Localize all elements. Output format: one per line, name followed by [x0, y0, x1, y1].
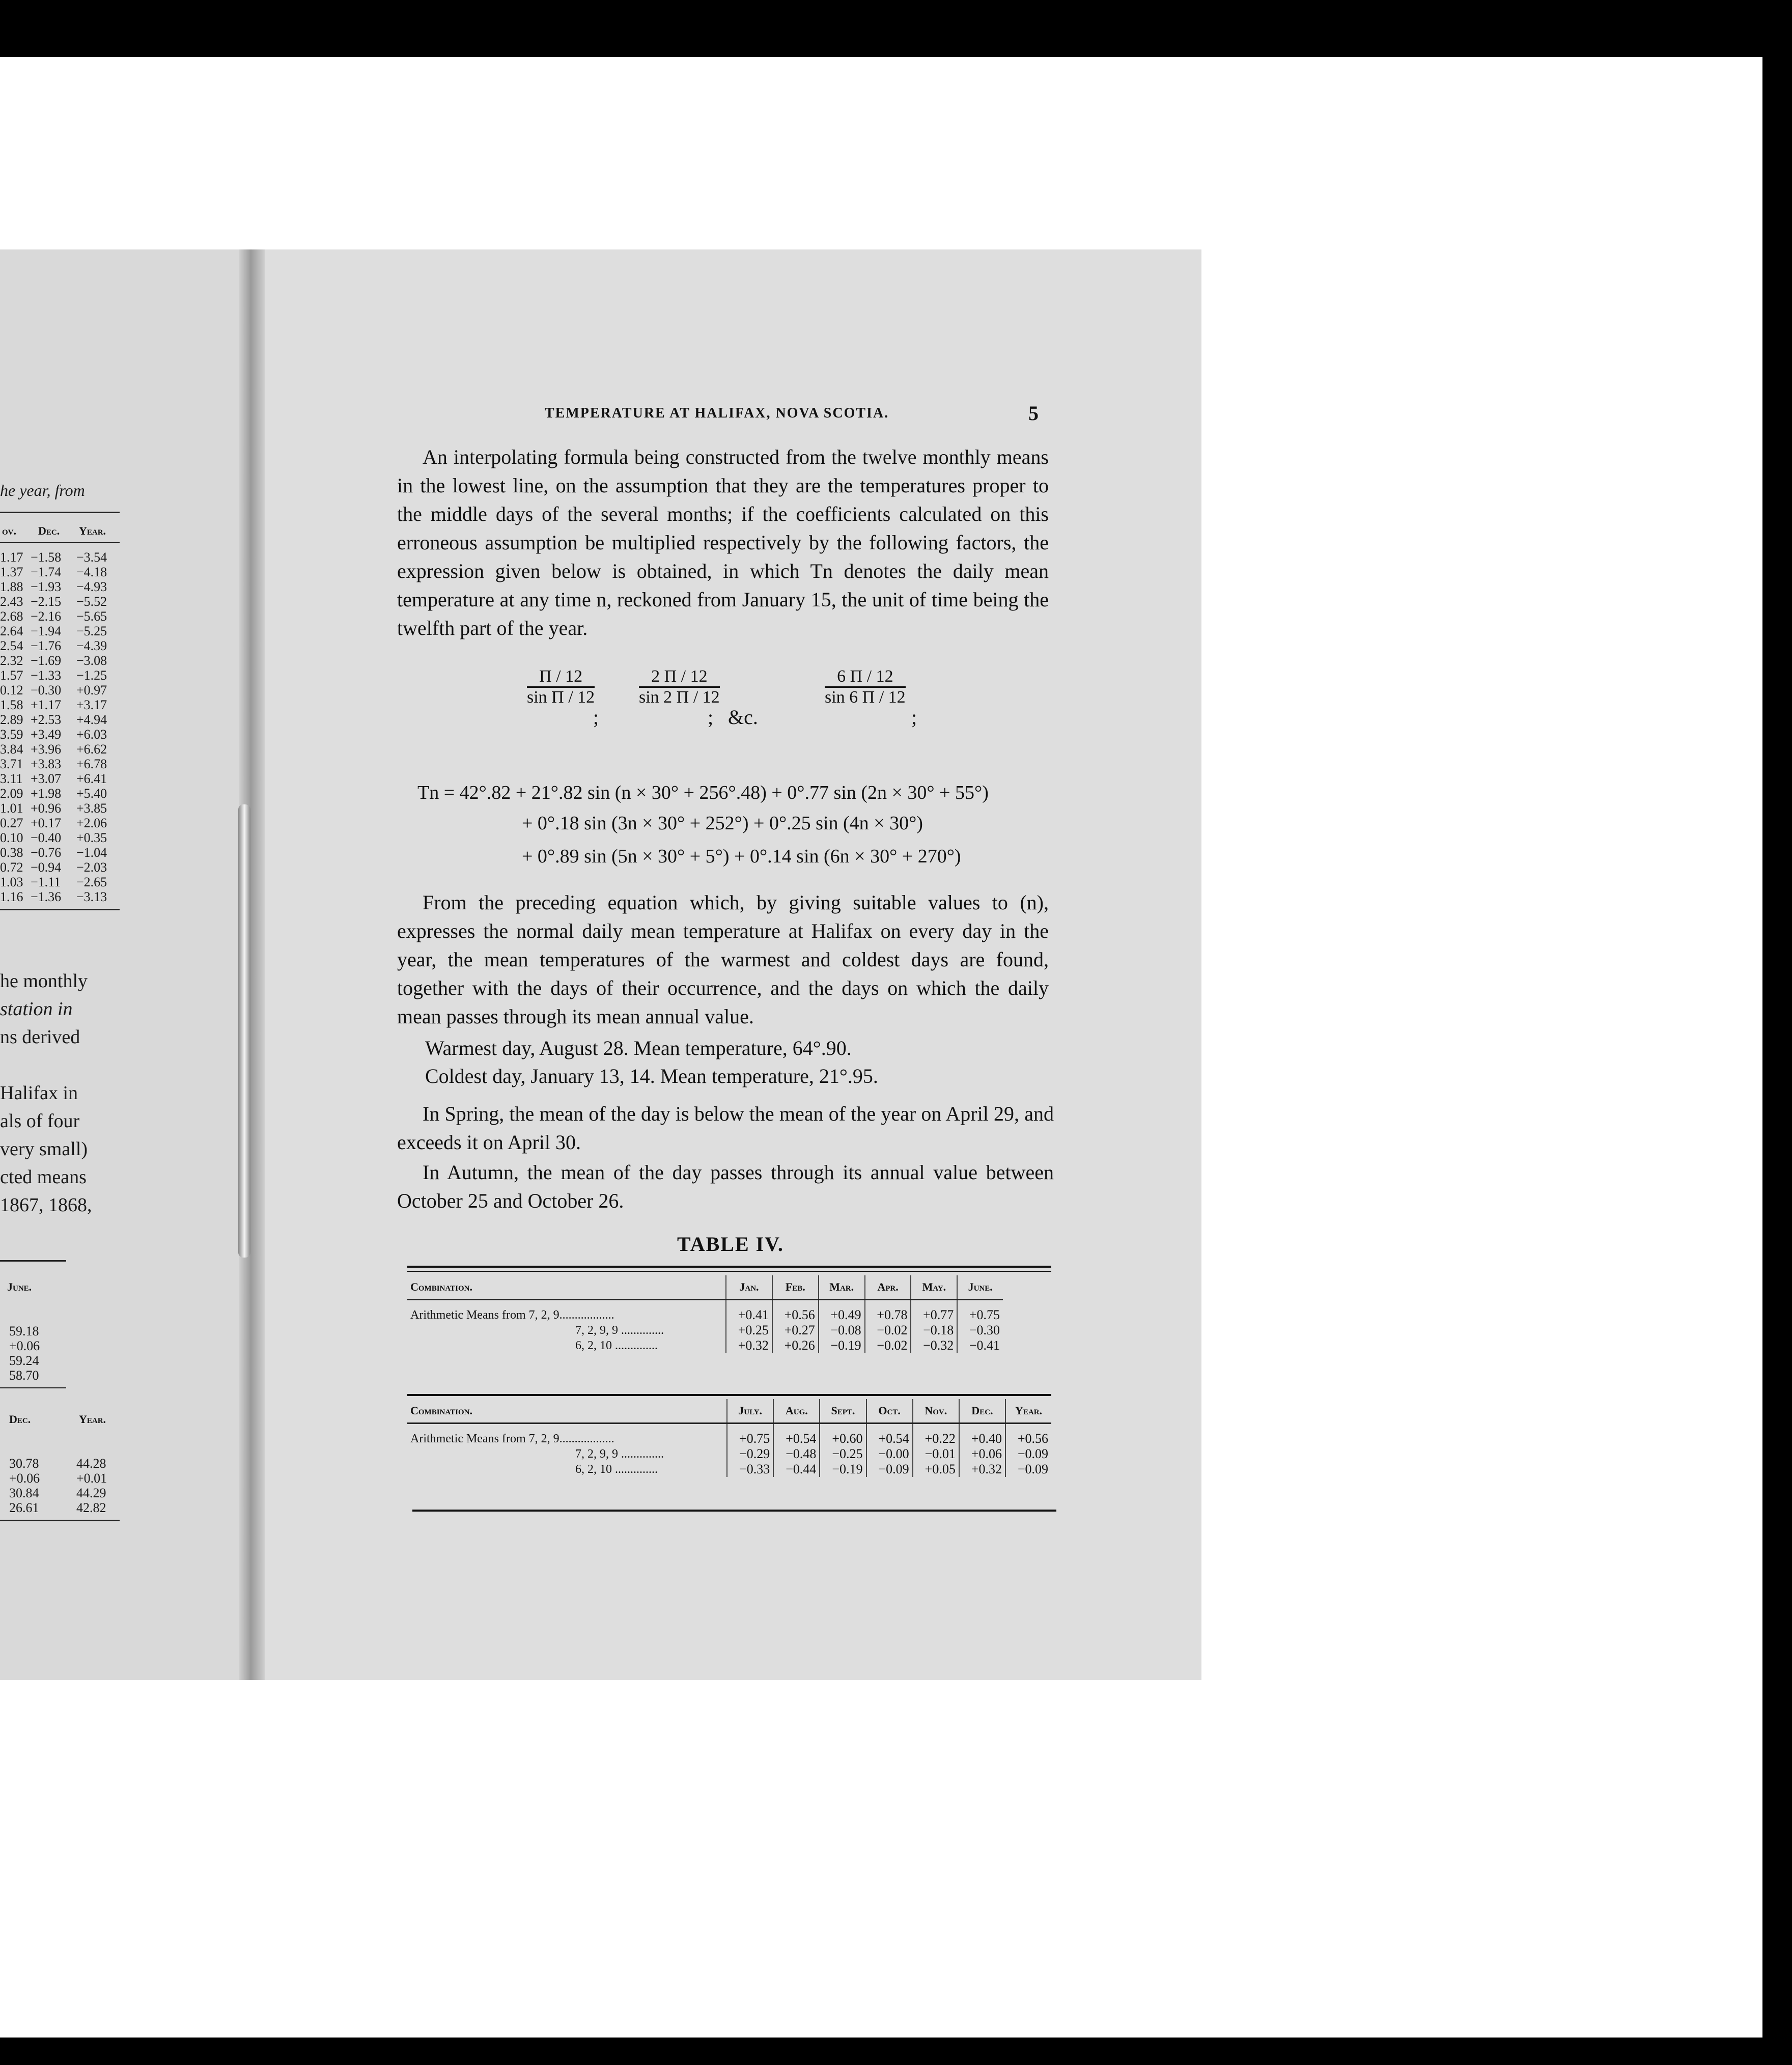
table-cell: Arithmetic Means from 7, 2, 9.................. [410, 1308, 614, 1322]
table-cell: −2.16 [31, 609, 62, 624]
factor-1-den: sin Π / 12 [527, 688, 595, 707]
column-header: Mar. [819, 1275, 865, 1300]
left-dec-values [9, 1456, 40, 1515]
table-cell: +5.40 [76, 786, 107, 801]
table-cell: −0.40 [31, 830, 62, 845]
table-cell: 7, 2, 9, 9 .............. [575, 1447, 664, 1461]
table-cell: +6.78 [76, 757, 107, 771]
left-text-line: he monthly [0, 970, 88, 992]
left-text-line: als of four [0, 1110, 80, 1132]
table-bottom-rule [412, 1510, 1056, 1512]
table-cell: +3.85 [76, 801, 107, 816]
left-head-dec: Dec. [38, 524, 60, 537]
column-header: Sept. [820, 1399, 866, 1424]
table-cell: +0.32 [726, 1338, 772, 1353]
table-cell: −0.09 [1005, 1462, 1051, 1477]
table-cell: −0.18 [911, 1323, 957, 1338]
table-cell: 6, 2, 10 .............. [575, 1339, 658, 1352]
table-cell: −0.76 [31, 845, 62, 860]
table-cell: −0.08 [819, 1323, 865, 1338]
table-cell: −2.65 [76, 875, 107, 889]
equation-line-3: + 0°.89 sin (5n × 30° + 5°) + 0°.14 sin (6n × 30° + 270°) [522, 846, 961, 867]
table-cell: 2.64 [0, 624, 23, 638]
factor-1-num: Π / 12 [527, 667, 595, 688]
table-cell: −3.54 [76, 550, 107, 565]
table-cell: +3.49 [31, 727, 62, 742]
table-cell: +0.75 [727, 1424, 773, 1447]
table-cell: +0.97 [76, 683, 107, 697]
column-header: June. [957, 1275, 1003, 1300]
table-cell: +0.06 [9, 1471, 40, 1486]
table-cell: 3.84 [0, 742, 23, 757]
table-cell: −1.11 [31, 875, 61, 889]
left-caption: he year, from [0, 481, 85, 499]
left-text-line: Halifax in [0, 1082, 78, 1104]
table-cell: 1.16 [0, 889, 23, 904]
table-iv-second-half [407, 1399, 1051, 1477]
table-cell: −0.09 [866, 1462, 913, 1477]
equation-line-1: Tn = 42°.82 + 21°.82 sin (n × 30° + 256°.48) + 0°.77 sin (2n × 30° + 55°) [417, 782, 989, 803]
column-header: Combination. [407, 1399, 727, 1424]
left-small-table-mid-rule [0, 1387, 66, 1388]
table-cell: −5.25 [76, 624, 107, 638]
table-cell: +0.22 [913, 1424, 959, 1447]
table-cell: −1.94 [31, 624, 62, 638]
factor-3 [825, 667, 906, 707]
table-cell: +3.07 [31, 771, 62, 786]
table-cell: +0.06 [9, 1338, 40, 1353]
table-cell: 2.09 [0, 786, 23, 801]
binding-clip [238, 804, 250, 1258]
table-cell: 30.84 [9, 1486, 39, 1500]
table-cell: −3.08 [76, 653, 107, 668]
left-small-table-bottom-rule [0, 1520, 120, 1521]
table-cell: +1.98 [31, 786, 62, 801]
table-header-row [407, 1275, 1003, 1300]
table-cell: −0.29 [727, 1446, 773, 1462]
table-cell: −1.58 [31, 550, 62, 565]
table-cell: +0.96 [31, 801, 62, 816]
table-cell: −4.93 [76, 579, 107, 594]
column-header: Apr. [865, 1275, 911, 1300]
table-cell: −3.13 [76, 889, 107, 904]
table-cell: +0.75 [957, 1300, 1003, 1323]
table-cell: −0.94 [31, 860, 62, 875]
table-cell: +0.25 [726, 1323, 772, 1338]
left-col-year [76, 550, 107, 904]
column-header: Feb. [772, 1275, 819, 1300]
table-cell: 2.89 [0, 712, 23, 727]
column-header: Jan. [726, 1275, 772, 1300]
table-cell: +0.60 [820, 1424, 866, 1447]
table-cell: 0.12 [0, 683, 23, 697]
table-mid-rule [407, 1394, 1051, 1396]
table-row [407, 1446, 1051, 1462]
table-body [407, 1300, 1003, 1354]
table-iv-first-half [407, 1275, 1003, 1353]
table-body [407, 1424, 1051, 1477]
table-top-rule-thin [407, 1271, 1051, 1272]
column-header: Year. [1005, 1399, 1051, 1424]
table-cell: −4.18 [76, 565, 107, 579]
paragraph-intro: An interpolating formula being constructed from the twelve monthly means in the lowest line, on the assumption that they are the temperatures proper to the middle days of the several months; if the coefficients calculated on this erroneous assumption be multiplied respectively by the following factors, the expression given below is obtained, in which Tn denotes the daily mean temperature at any time n, reckoned from January 15, the unit of time being the twelfth part of the year. [397, 445, 1049, 639]
table-row [407, 1462, 1051, 1477]
table-top-rule [407, 1266, 1051, 1268]
table-cell: +0.56 [1005, 1424, 1051, 1447]
table-row [407, 1338, 1003, 1353]
table-cell: −5.52 [76, 594, 107, 609]
table-cell: −2.03 [76, 860, 107, 875]
left-col-dec [31, 550, 61, 904]
factor-2 [639, 667, 720, 707]
paragraph-autumn: In Autumn, the mean of the day passes through its annual value between October 25 and October 26. [397, 1161, 1054, 1212]
table-header-row [407, 1399, 1051, 1424]
column-header: Nov. [913, 1399, 959, 1424]
factor-2-den: sin 2 Π / 12 [639, 688, 720, 707]
table-cell: +3.17 [76, 697, 107, 712]
table-cell: 1.03 [0, 875, 23, 889]
factor-sep: ; [593, 706, 599, 729]
table-cell: 2.43 [0, 594, 23, 609]
left-head-year: Year. [79, 524, 106, 537]
table-cell: 58.70 [9, 1368, 39, 1383]
table-cell: +3.83 [31, 757, 62, 771]
table-cell: 1.88 [0, 579, 23, 594]
left-head-nov: ov. [2, 524, 16, 537]
column-header: July. [727, 1399, 773, 1424]
table-cell: +4.94 [76, 712, 107, 727]
factor-3-den: sin 6 Π / 12 [825, 688, 906, 707]
table-cell: 1.01 [0, 801, 23, 816]
table-cell: −0.09 [1005, 1446, 1051, 1462]
table-cell: 0.10 [0, 830, 23, 845]
table-cell: 3.71 [0, 757, 23, 771]
table-cell: +0.26 [772, 1338, 819, 1353]
table-cell: +6.41 [76, 771, 107, 786]
left-table-top-rule [0, 512, 120, 513]
table-cell: +0.27 [772, 1323, 819, 1338]
table-cell: 44.28 [76, 1456, 106, 1471]
table-cell: 3.59 [0, 727, 23, 742]
table-cell: 1.37 [0, 565, 23, 579]
left-text-line: very small) [0, 1138, 88, 1160]
factor-2-num: 2 Π / 12 [639, 667, 720, 688]
table-cell: 0.72 [0, 860, 23, 875]
paragraph-equation: From the preceding equation which, by giving suitable values to (n), expresses the normal daily mean temperature at Halifax on every day in the year, the mean temperatures of the warmest and coldest days are found, together with the days of their occurrence, and the days on which the daily mean passes through its mean annual value. [397, 891, 1049, 1028]
table-cell: −1.93 [31, 579, 62, 594]
column-header: Dec. [959, 1399, 1005, 1424]
table-cell: +0.17 [31, 816, 62, 830]
factor-sep: ; [911, 706, 917, 729]
column-header: May. [911, 1275, 957, 1300]
left-page [0, 249, 260, 1680]
left-col-nov [0, 550, 23, 904]
table-cell: +2.06 [76, 816, 107, 830]
table-cell: −0.02 [865, 1323, 911, 1338]
paragraph-spring: In Spring, the mean of the day is below the mean of the year on April 29, and exceeds it on April 30. [397, 1102, 1054, 1154]
left-text-line: station in [0, 998, 73, 1020]
column-header: Oct. [866, 1399, 913, 1424]
page-number: 5 [1028, 402, 1039, 425]
table-cell: +6.62 [76, 742, 107, 757]
table-cell: +0.05 [913, 1462, 959, 1477]
table-cell: 0.27 [0, 816, 23, 830]
table-cell: +0.40 [959, 1424, 1005, 1447]
table-cell: 2.54 [0, 638, 23, 653]
table-cell: 2.68 [0, 609, 23, 624]
column-header: Combination. [407, 1275, 726, 1300]
table-cell: 0.38 [0, 845, 23, 860]
table-cell: −0.30 [31, 683, 62, 697]
left-small-head-june: June. [7, 1280, 32, 1293]
left-text-line: cted means [0, 1166, 87, 1188]
factor-etc: &c. [728, 706, 758, 729]
table-cell: −0.41 [957, 1338, 1003, 1353]
table-cell: −1.74 [31, 565, 62, 579]
table-cell: 3.11 [0, 771, 23, 786]
table-cell: −0.32 [911, 1338, 957, 1353]
left-year-values [76, 1456, 107, 1515]
table-cell: +0.35 [76, 830, 107, 845]
coldest-day: Coldest day, January 13, 14. Mean temperature, 21°.95. [425, 1065, 878, 1087]
right-margin [1762, 57, 1792, 2038]
table-cell: 7, 2, 9, 9 .............. [575, 1324, 664, 1337]
table-cell: −1.76 [31, 638, 62, 653]
table-cell: −0.01 [913, 1446, 959, 1462]
table-cell: −0.48 [773, 1446, 820, 1462]
table-cell: +0.78 [865, 1300, 911, 1323]
table-cell: 42.82 [76, 1500, 106, 1515]
table-row [407, 1424, 1051, 1447]
column-header: Aug. [773, 1399, 820, 1424]
table-cell: 1.58 [0, 697, 23, 712]
table-cell: +1.17 [31, 697, 62, 712]
table-cell: −1.36 [31, 889, 62, 904]
table-cell: +3.96 [31, 742, 62, 757]
table-cell: −5.65 [76, 609, 107, 624]
table-cell: 30.78 [9, 1456, 39, 1471]
equation-line-2: + 0°.18 sin (3n × 30° + 252°) + 0°.25 sin (4n × 30°) [522, 813, 923, 834]
warmest-day: Warmest day, August 28. Mean temperature, 64°.90. [425, 1037, 852, 1059]
table-cell: −1.33 [31, 668, 62, 683]
running-header: TEMPERATURE AT HALIFAX, NOVA SCOTIA. [545, 405, 889, 421]
table-cell: −0.02 [865, 1338, 911, 1353]
table-cell: +0.06 [959, 1446, 1005, 1462]
table-cell: 6, 2, 10 .............. [575, 1463, 658, 1476]
table-cell: −0.19 [820, 1462, 866, 1477]
table-cell: −0.19 [819, 1338, 865, 1353]
table-cell: 26.61 [9, 1500, 39, 1515]
table-cell: −0.33 [727, 1462, 773, 1477]
table-cell: −1.69 [31, 653, 62, 668]
table-row [407, 1300, 1003, 1323]
table-cell: +0.01 [76, 1471, 107, 1486]
table-cell: −4.39 [76, 638, 107, 653]
table-cell: −1.04 [76, 845, 107, 860]
table-cell: 1.57 [0, 668, 23, 683]
left-table-head-rule [0, 542, 120, 543]
table-row [407, 1323, 1003, 1338]
table-cell: +0.56 [772, 1300, 819, 1323]
factor-3-num: 6 Π / 12 [825, 667, 906, 688]
table-cell: 1.17 [0, 550, 23, 565]
left-text-line: ns derived [0, 1026, 80, 1048]
table-cell: +0.32 [959, 1462, 1005, 1477]
table-cell: −0.25 [820, 1446, 866, 1462]
table-cell: −0.44 [773, 1462, 820, 1477]
left-june-values [9, 1324, 40, 1383]
table-cell: −0.00 [866, 1446, 913, 1462]
table-cell: +2.53 [31, 712, 62, 727]
table-title: TABLE IV. [677, 1233, 784, 1255]
factor-1 [527, 667, 595, 707]
table-cell: 44.29 [76, 1486, 106, 1500]
factor-sep: ; [708, 706, 714, 729]
table-cell: +6.03 [76, 727, 107, 742]
table-cell: +0.77 [911, 1300, 957, 1323]
table-cell: 59.18 [9, 1324, 39, 1338]
table-cell: +0.54 [866, 1424, 913, 1447]
table-cell: −1.25 [76, 668, 107, 683]
table-cell: −2.15 [31, 594, 62, 609]
left-small-table-top-rule [0, 1260, 66, 1262]
left-small-head-year: Year. [79, 1413, 106, 1426]
table-cell: 59.24 [9, 1353, 39, 1368]
table-cell: −0.30 [957, 1323, 1003, 1338]
left-text-line: 1867, 1868, [0, 1194, 92, 1216]
left-small-head-dec: Dec. [9, 1413, 31, 1426]
table-cell: +0.49 [819, 1300, 865, 1323]
left-table-bottom-rule [0, 909, 120, 910]
table-cell: +0.54 [773, 1424, 820, 1447]
table-cell: +0.41 [726, 1300, 772, 1323]
table-cell: Arithmetic Means from 7, 2, 9.................. [410, 1432, 614, 1445]
table-cell: 2.32 [0, 653, 23, 668]
